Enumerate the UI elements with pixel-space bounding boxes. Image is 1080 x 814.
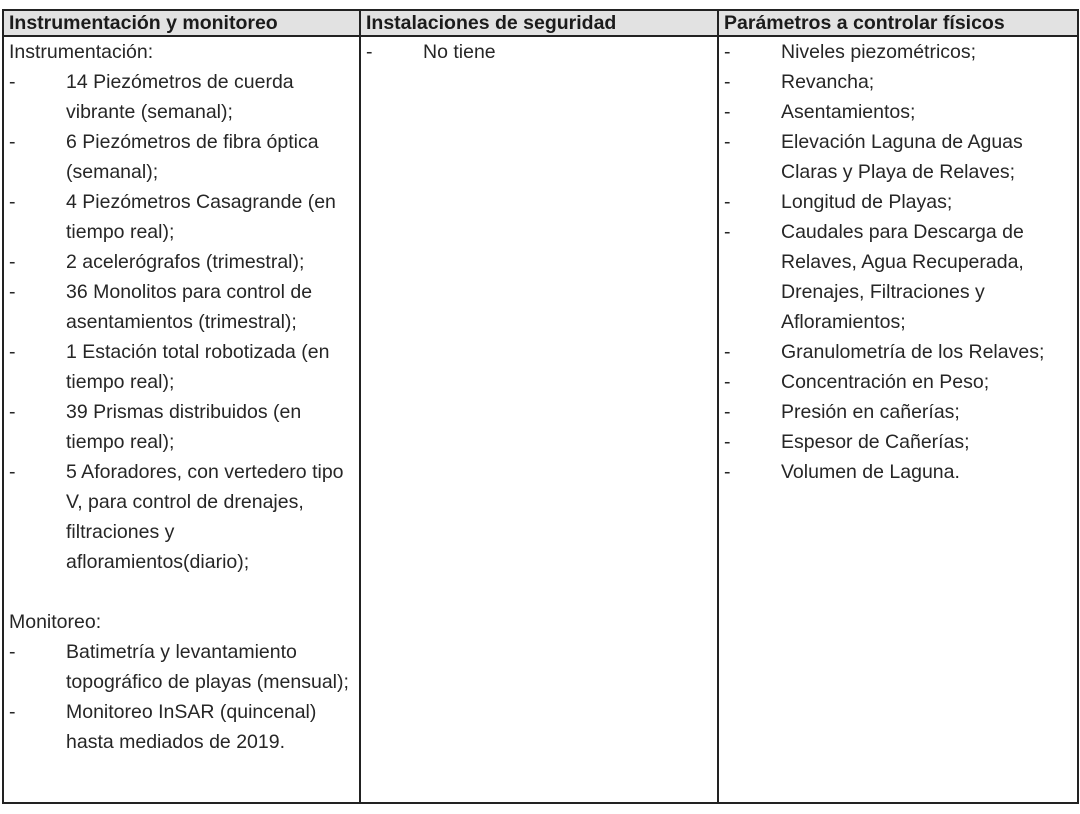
dash-marker: -: [724, 461, 731, 483]
list-item-text: Revancha;: [781, 71, 875, 93]
monitoreo-title: Monitoreo:: [9, 611, 102, 633]
dash-marker: -: [724, 71, 731, 93]
header-instalaciones-seguridad: Instalaciones de seguridad: [360, 10, 718, 36]
list-item-text: Granulometría de los Relaves;: [781, 341, 1045, 363]
dash-marker: -: [9, 71, 16, 93]
list-item-text: Monitoreo InSAR (quincenal) hasta mediados de 2019.: [66, 701, 317, 753]
dash-marker: -: [724, 341, 731, 363]
cell-instrumentacion-monitoreo: [3, 36, 360, 803]
list-item: [719, 427, 1077, 457]
list-item: [4, 67, 359, 127]
list-item-text: 4 Piezómetros Casagrande (en tiempo real);: [66, 191, 336, 243]
dash-marker: -: [724, 101, 731, 123]
list-item-text: 5 Aforadores, con vertedero tipo V, para control de drenajes, filtraciones y afloramientos(diario);: [66, 461, 344, 573]
dash-marker: -: [724, 131, 731, 153]
list-item: [719, 337, 1077, 367]
list-item-text: Caudales para Descarga de Relaves, Agua Recuperada, Drenajes, Filtraciones y Afloramientos;: [781, 221, 1024, 333]
dash-marker: -: [724, 221, 731, 243]
list-item-text: 6 Piezómetros de fibra óptica (semanal);: [66, 131, 319, 183]
list-item: [4, 697, 359, 757]
dash-marker: -: [9, 641, 16, 663]
list-item: [719, 397, 1077, 427]
list-item: [4, 337, 359, 397]
list-item: [719, 457, 1077, 487]
list-item: [719, 367, 1077, 397]
list-item-text: Presión en cañerías;: [781, 401, 960, 423]
monitoreo-list: [4, 637, 359, 757]
list-item: [719, 97, 1077, 127]
list-item: [4, 277, 359, 337]
list-item: [4, 127, 359, 187]
cell-parametros-fisicos: [718, 36, 1078, 803]
list-item: [4, 637, 359, 697]
list-item: [719, 37, 1077, 67]
dash-marker: -: [724, 401, 731, 423]
dash-marker: -: [9, 401, 16, 423]
header-instrumentacion-monitoreo: Instrumentación y monitoreo: [3, 10, 360, 36]
list-item-text: 36 Monolitos para control de asentamientos (trimestral);: [66, 281, 313, 333]
list-item: [719, 217, 1077, 337]
dash-marker: -: [724, 41, 731, 63]
dash-marker: -: [9, 341, 16, 363]
dash-marker: -: [724, 191, 731, 213]
list-item-text: 39 Prismas distribuidos (en tiempo real);: [66, 401, 302, 453]
list-item: [719, 187, 1077, 217]
dash-marker: -: [366, 41, 373, 63]
parametros-list: [719, 37, 1077, 487]
list-item: [4, 397, 359, 457]
list-item-text: 1 Estación total robotizada (en tiempo real);: [66, 341, 330, 393]
list-item-text: 2 acelerógrafos (trimestral);: [66, 251, 305, 273]
list-item-text: Asentamientos;: [781, 101, 916, 123]
list-item: [4, 247, 359, 277]
list-item: [4, 457, 359, 577]
list-item-text: Niveles piezométricos;: [781, 41, 977, 63]
content-row: [3, 36, 1078, 803]
dash-marker: -: [9, 701, 16, 723]
instalaciones-list: [361, 37, 717, 67]
dash-marker: -: [724, 371, 731, 393]
list-item: [719, 127, 1077, 187]
list-item-text: 14 Piezómetros de cuerda vibrante (semanal);: [66, 71, 294, 123]
dash-marker: -: [9, 131, 16, 153]
list-item-text: Espesor de Cañerías;: [781, 431, 970, 453]
dash-marker: -: [9, 251, 16, 273]
dash-marker: -: [9, 461, 16, 483]
instrumentacion-list: [4, 67, 359, 577]
list-item-text: No tiene: [423, 41, 496, 63]
dash-marker: -: [724, 431, 731, 453]
list-item: [4, 187, 359, 247]
list-item: [361, 37, 717, 67]
cell-instalaciones-seguridad: [360, 36, 718, 803]
header-parametros-fisicos: Parámetros a controlar físicos: [718, 10, 1078, 36]
header-row: [3, 10, 1078, 36]
list-item-text: Volumen de Laguna.: [781, 461, 960, 483]
list-item-text: Batimetría y levantamiento topográfico de playas (mensual);: [66, 641, 349, 693]
section-spacer: [4, 577, 359, 607]
dash-marker: -: [9, 281, 16, 303]
list-item-text: Elevación Laguna de Aguas Claras y Playa de Relaves;: [781, 131, 1023, 183]
list-item: [719, 67, 1077, 97]
instrumentacion-title: Instrumentación:: [9, 41, 154, 63]
monitoring-table: [2, 9, 1079, 804]
list-item-text: Concentración en Peso;: [781, 371, 990, 393]
list-item-text: Longitud de Playas;: [781, 191, 953, 213]
dash-marker: -: [9, 191, 16, 213]
